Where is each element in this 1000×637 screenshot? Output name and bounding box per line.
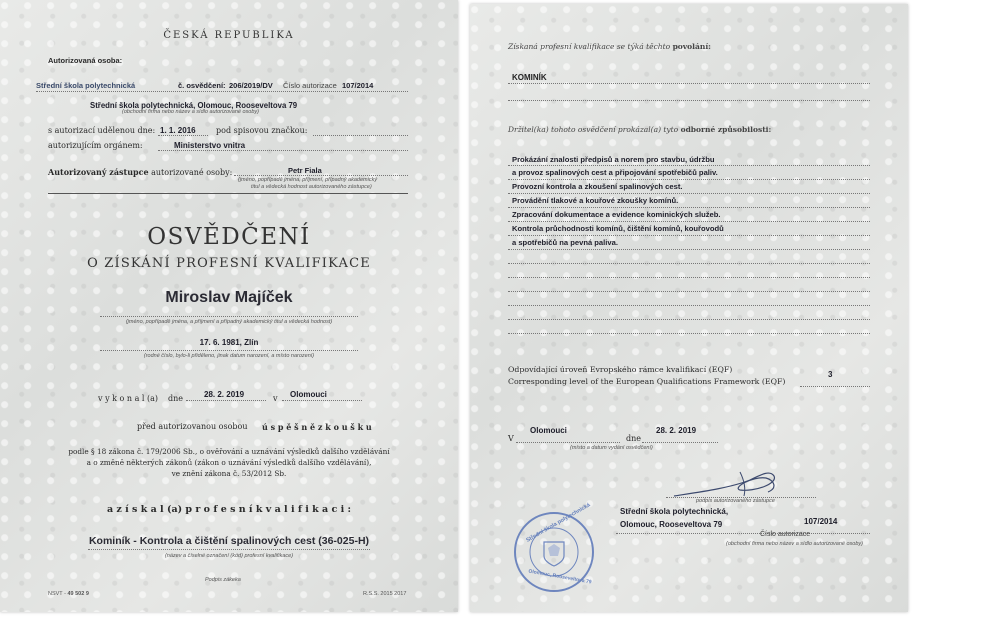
certificate-front-page <box>0 0 458 612</box>
authority-label: autorizujícím orgánem: <box>48 141 143 150</box>
acquired-text: a z í s k a l (a) p r o f e s n í k v a l i f i k a c i : <box>106 504 352 515</box>
school-short-name: Střední škola polytechnická <box>36 81 136 90</box>
auth-number-label: Číslo autorizace <box>283 81 337 90</box>
dotted-line <box>508 100 870 101</box>
issue-date: 28. 2. 2019 <box>656 426 697 435</box>
official-stamp <box>514 502 594 592</box>
footer-left-number: 49 502 9 <box>67 591 89 597</box>
holder-name: Miroslav Majíček <box>165 289 293 306</box>
exam-day-label: dne <box>168 394 184 403</box>
school-address: Olomouc, Rooseveltova 79 <box>620 520 723 529</box>
footer-left <box>48 591 89 597</box>
dotted-line <box>508 179 870 180</box>
dotted-line <box>88 549 370 550</box>
representative-label <box>48 167 232 177</box>
stamp-text-top: Střední škola polytechnická <box>525 502 592 544</box>
separator-line <box>48 193 408 194</box>
exam-place-label: v <box>273 394 278 403</box>
exam-label: v y k o n a l (a) <box>98 394 158 403</box>
before-text: před autorizovanou osobou <box>137 422 248 431</box>
dotted-line <box>508 333 870 334</box>
footer-right: R.S.S. 2015 2017 <box>363 591 407 597</box>
dotted-line <box>508 235 870 236</box>
stamp-text-bottom: Olomouc, Rooseveltova 79 <box>527 568 592 586</box>
dotted-line <box>508 165 870 166</box>
dotted-line <box>508 207 870 208</box>
signature-caption: Podpis zákeka <box>205 577 241 583</box>
auth-number-label: Číslo autorizace <box>760 531 811 538</box>
competence-item: Kontrola průchodnosti komínů, čištění komínů, kouřovodů <box>512 224 724 233</box>
dotted-line <box>508 319 870 320</box>
dotted-line <box>508 305 870 306</box>
footer-left-label: NSVT - <box>48 591 66 597</box>
granted-date: 1. 1. 2016 <box>160 126 196 135</box>
occupation: KOMINÍK <box>512 73 547 82</box>
certificate-back-page <box>470 4 908 612</box>
school-caption: (obchodní firma nebo název a sídlo autorizované osoby) <box>726 541 863 547</box>
competence-item: Prokázání znalosti předpisů a norem pro stavbu, údržbu <box>512 155 715 164</box>
school-caption: (obchodní firma nebo název a sídlo autorizované osoby) <box>122 109 259 115</box>
dotted-line <box>508 277 870 278</box>
exam-place: Olomouci <box>290 390 327 399</box>
place-caption: (místo a datum vydání osvědčení) <box>570 445 653 451</box>
competence-intro-text: Držitel(ka) tohoto osvědčení prokázal(a) tyto <box>508 125 679 134</box>
competence-item: Zpracování dokumentace a evidence kominických služeb. <box>512 210 721 219</box>
representative-caption-1: (jméno, popřípadě jména, příjmení, případný akademický <box>238 177 378 183</box>
dotted-line <box>616 533 870 534</box>
dotted-line <box>516 442 620 443</box>
eqf-czech: Odpovídající úroveň Evropského rámce kvalifikací (EQF) <box>508 365 733 374</box>
file-mark-label: pod spisovou značkou: <box>216 126 308 135</box>
dotted-line <box>508 263 870 264</box>
dotted-line <box>508 291 870 292</box>
qualification-intro-bold: povolání: <box>672 42 711 51</box>
eqf-level: 3 <box>828 370 833 379</box>
document-title: OSVĚDČENÍ <box>147 224 311 250</box>
country-heading: ČESKÁ REPUBLIKA <box>163 30 295 41</box>
cert-number-label: č. osvědčení: <box>178 81 226 90</box>
school-address: Střední škola polytechnická, Olomouc, Rooseveltova 79 <box>90 101 298 110</box>
dotted-line <box>234 175 408 176</box>
date-label: dne <box>626 434 642 443</box>
competence-intro-bold: odborné způsobilosti: <box>680 125 772 134</box>
dotted-line <box>100 350 358 351</box>
law-line-2: a o změně některých zákonů (zákon o uznávání výsledků dalšího vzdělávání), <box>86 458 372 467</box>
qualification-name: Kominík - Kontrola a čištění spalinových cest (36-025-H) <box>88 535 370 547</box>
dotted-line <box>642 442 718 443</box>
representative-label-rest: autorizované osoby: <box>151 168 233 177</box>
granted-label: s autorizací udělenou dne: <box>48 126 156 135</box>
dotted-line <box>508 249 870 250</box>
competence-item: Provozní kontrola a zkoušení spalinových cest. <box>512 182 683 191</box>
exam-date: 28. 2. 2019 <box>204 390 245 399</box>
auth-number: 107/2014 <box>804 517 838 526</box>
competence-item: a spotřebičů na pevná paliva. <box>512 238 618 247</box>
competence-item: Provádění tlakové a kouřové zkoušky komínů. <box>512 196 679 205</box>
school-name: Střední škola polytechnická, <box>620 507 729 516</box>
dotted-line <box>282 400 362 401</box>
dotted-line <box>313 135 408 136</box>
eqf-english: Corresponding level of the European Qualifications Framework (EQF) <box>508 377 786 386</box>
dotted-line <box>508 193 870 194</box>
dotted-line <box>508 221 870 222</box>
competence-intro <box>508 125 771 134</box>
dotted-line <box>158 150 408 151</box>
dotted-line <box>800 386 870 387</box>
representative-name: Petr Fiala <box>288 166 322 175</box>
dotted-line <box>36 91 408 92</box>
dotted-line <box>186 400 266 401</box>
qualification-caption: (název a číselné označení (kód) profesní kvalifikace) <box>164 553 294 559</box>
law-line-3: ve znění zákona č. 53/2012 Sb. <box>171 469 287 478</box>
dotted-line <box>100 316 358 317</box>
cert-number-value: 206/2019/DV <box>229 81 273 90</box>
authority-value: Ministerstvo vnitra <box>174 141 246 150</box>
document-subtitle: O ZÍSKÁNÍ PROFESNÍ KVALIFIKACE <box>87 256 371 271</box>
auth-number-value: 107/2014 <box>342 81 374 90</box>
qualification-intro-text: Získaná profesní kvalifikace se týká těchto <box>508 42 671 51</box>
representative-caption-2: titul a vědecká hodnost autorizovaného zástupce) <box>251 184 372 190</box>
holder-caption: (jméno, popřípadě jména, a příjmení a případný akademický titul a vědecká hodnost) <box>125 319 333 325</box>
authorized-person-label: Autorizovaná osoba: <box>48 56 123 65</box>
competence-item: a provoz spalinových cest a připojování spotřebičů paliv. <box>512 168 718 177</box>
dotted-line <box>158 135 208 136</box>
birth-info: 17. 6. 1981, Zlín <box>199 338 259 347</box>
dotted-line <box>508 83 870 84</box>
issue-place: Olomouci <box>530 426 567 435</box>
law-line-1: podle § 18 zákona č. 179/2006 Sb., o ověřování a uznávání výsledků dalšího vzdělávání <box>68 447 390 456</box>
representative-label-bold: Autorizovaný zástupce <box>48 167 149 177</box>
birth-caption: (rodné číslo, bylo-li přiděleno, jinak datum narození, a místo narození) <box>143 353 315 359</box>
success-text: ú s p ě š n ě z k o u š k u <box>262 422 372 432</box>
place-label: V <box>508 434 514 443</box>
signature-caption: podpis autorizovaného zástupce <box>696 498 775 504</box>
qualification-intro <box>508 42 711 51</box>
